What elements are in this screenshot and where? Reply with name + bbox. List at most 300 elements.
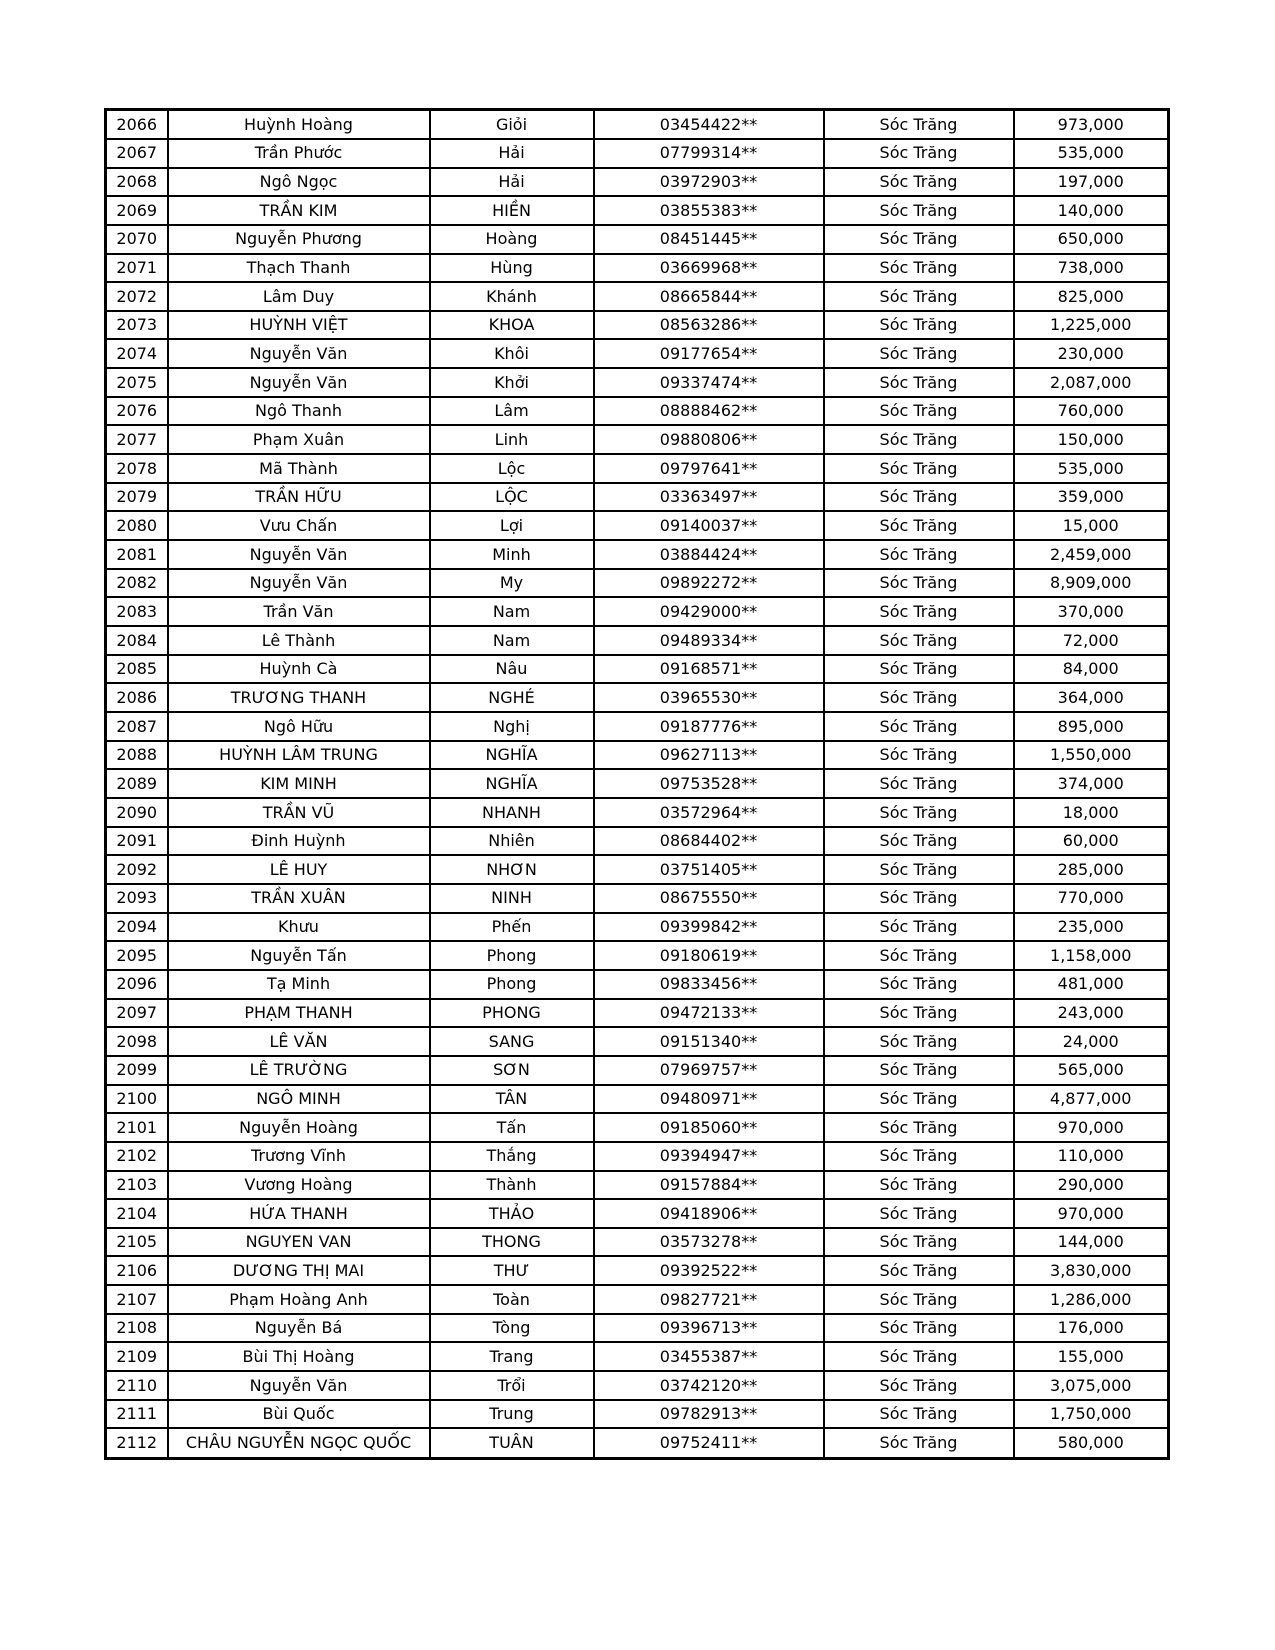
cell-id: 2107 (106, 1285, 168, 1314)
cell-amount: 973,000 (1014, 110, 1169, 139)
cell-family-name: Huỳnh Cà (168, 655, 430, 684)
table-row (106, 827, 1169, 856)
cell-family-name: Khưu (168, 913, 430, 942)
cell-id: 2070 (106, 225, 168, 254)
cell-phone: 09880806** (594, 425, 824, 454)
table-row (106, 626, 1169, 655)
table-row (106, 339, 1169, 368)
cell-family-name: Mã Thành (168, 454, 430, 483)
cell-family-name: Nguyễn Văn (168, 540, 430, 569)
cell-province: Sóc Trăng (824, 655, 1014, 684)
table-row (106, 597, 1169, 626)
cell-given-name: THƯ (430, 1256, 594, 1285)
cell-family-name: HỨA THANH (168, 1199, 430, 1228)
cell-given-name: Khôi (430, 339, 594, 368)
cell-given-name: NHƠN (430, 855, 594, 884)
table-row (106, 168, 1169, 197)
cell-id: 2094 (106, 913, 168, 942)
cell-given-name: Tòng (430, 1314, 594, 1343)
cell-id: 2089 (106, 769, 168, 798)
cell-given-name: Thắng (430, 1142, 594, 1171)
cell-phone: 09185060** (594, 1113, 824, 1142)
table-row (106, 683, 1169, 712)
cell-family-name: Lê Thành (168, 626, 430, 655)
cell-province: Sóc Trăng (824, 368, 1014, 397)
cell-given-name: TÂN (430, 1085, 594, 1114)
table-row (106, 368, 1169, 397)
cell-family-name: Vương Hoàng (168, 1171, 430, 1200)
cell-family-name: TRƯƠNG THANH (168, 683, 430, 712)
cell-province: Sóc Trăng (824, 110, 1014, 139)
cell-given-name: Trang (430, 1342, 594, 1371)
table-row (106, 254, 1169, 283)
cell-amount: 243,000 (1014, 999, 1169, 1028)
cell-given-name: HIỀN (430, 196, 594, 225)
table-row (106, 282, 1169, 311)
cell-province: Sóc Trăng (824, 139, 1014, 168)
cell-phone: 09168571** (594, 655, 824, 684)
cell-amount: 650,000 (1014, 225, 1169, 254)
cell-amount: 235,000 (1014, 913, 1169, 942)
cell-phone: 09180619** (594, 941, 824, 970)
cell-amount: 565,000 (1014, 1056, 1169, 1085)
cell-phone: 09753528** (594, 769, 824, 798)
cell-phone: 03572964** (594, 798, 824, 827)
cell-id: 2075 (106, 368, 168, 397)
cell-id: 2090 (106, 798, 168, 827)
cell-phone: 08888462** (594, 397, 824, 426)
cell-province: Sóc Trăng (824, 1256, 1014, 1285)
cell-id: 2085 (106, 655, 168, 684)
cell-family-name: Huỳnh Hoàng (168, 110, 430, 139)
cell-province: Sóc Trăng (824, 1027, 1014, 1056)
cell-id: 2096 (106, 970, 168, 999)
cell-family-name: Bùi Thị Hoàng (168, 1342, 430, 1371)
cell-province: Sóc Trăng (824, 884, 1014, 913)
cell-amount: 24,000 (1014, 1027, 1169, 1056)
cell-id: 2080 (106, 511, 168, 540)
cell-id: 2078 (106, 454, 168, 483)
cell-amount: 1,225,000 (1014, 311, 1169, 340)
cell-family-name: DƯƠNG THỊ MAI (168, 1256, 430, 1285)
cell-id: 2099 (106, 1056, 168, 1085)
cell-id: 2083 (106, 597, 168, 626)
cell-phone: 09418906** (594, 1199, 824, 1228)
cell-amount: 1,550,000 (1014, 741, 1169, 770)
cell-id: 2086 (106, 683, 168, 712)
cell-id: 2104 (106, 1199, 168, 1228)
cell-province: Sóc Trăng (824, 1371, 1014, 1400)
table-row (106, 712, 1169, 741)
cell-amount: 285,000 (1014, 855, 1169, 884)
cell-given-name: My (430, 569, 594, 598)
cell-phone: 08665844** (594, 282, 824, 311)
cell-province: Sóc Trăng (824, 999, 1014, 1028)
cell-province: Sóc Trăng (824, 1199, 1014, 1228)
table-row (106, 196, 1169, 225)
cell-amount: 155,000 (1014, 1342, 1169, 1371)
cell-province: Sóc Trăng (824, 196, 1014, 225)
cell-id: 2095 (106, 941, 168, 970)
cell-given-name: Phong (430, 970, 594, 999)
table-row (106, 1113, 1169, 1142)
cell-given-name: Giỏi (430, 110, 594, 139)
cell-amount: 760,000 (1014, 397, 1169, 426)
cell-given-name: KHOA (430, 311, 594, 340)
cell-id: 2074 (106, 339, 168, 368)
cell-given-name: Tấn (430, 1113, 594, 1142)
cell-id: 2067 (106, 139, 168, 168)
cell-province: Sóc Trăng (824, 339, 1014, 368)
cell-province: Sóc Trăng (824, 569, 1014, 598)
cell-province: Sóc Trăng (824, 827, 1014, 856)
cell-province: Sóc Trăng (824, 397, 1014, 426)
cell-phone: 09827721** (594, 1285, 824, 1314)
cell-given-name: THẢO (430, 1199, 594, 1228)
cell-given-name: Nghị (430, 712, 594, 741)
cell-id: 2103 (106, 1171, 168, 1200)
cell-id: 2081 (106, 540, 168, 569)
table-row (106, 1142, 1169, 1171)
cell-phone: 03454422** (594, 110, 824, 139)
table-row (106, 225, 1169, 254)
cell-phone: 07799314** (594, 139, 824, 168)
cell-province: Sóc Trăng (824, 1171, 1014, 1200)
cell-family-name: Tạ Minh (168, 970, 430, 999)
cell-family-name: Nguyễn Bá (168, 1314, 430, 1343)
cell-phone: 03884424** (594, 540, 824, 569)
cell-amount: 970,000 (1014, 1199, 1169, 1228)
cell-amount: 580,000 (1014, 1428, 1169, 1458)
cell-given-name: Lộc (430, 454, 594, 483)
cell-family-name: TRẦN HỮU (168, 483, 430, 512)
cell-family-name: HUỲNH VIỆT (168, 311, 430, 340)
cell-phone: 08451445** (594, 225, 824, 254)
cell-family-name: TRẦN XUÂN (168, 884, 430, 913)
table-row (106, 884, 1169, 913)
cell-family-name: LÊ TRƯỜNG (168, 1056, 430, 1085)
cell-province: Sóc Trăng (824, 1085, 1014, 1114)
cell-family-name: TRẦN VŨ (168, 798, 430, 827)
cell-amount: 535,000 (1014, 454, 1169, 483)
cell-amount: 364,000 (1014, 683, 1169, 712)
cell-family-name: TRẦN KIM (168, 196, 430, 225)
cell-province: Sóc Trăng (824, 597, 1014, 626)
cell-amount: 110,000 (1014, 1142, 1169, 1171)
cell-province: Sóc Trăng (824, 311, 1014, 340)
cell-province: Sóc Trăng (824, 1342, 1014, 1371)
cell-phone: 09157884** (594, 1171, 824, 1200)
cell-amount: 1,750,000 (1014, 1400, 1169, 1429)
cell-province: Sóc Trăng (824, 168, 1014, 197)
cell-given-name: Phến (430, 913, 594, 942)
cell-family-name: Nguyễn Hoàng (168, 1113, 430, 1142)
cell-phone: 03742120** (594, 1371, 824, 1400)
cell-id: 2091 (106, 827, 168, 856)
cell-given-name: Lợi (430, 511, 594, 540)
cell-given-name: Lâm (430, 397, 594, 426)
cell-amount: 825,000 (1014, 282, 1169, 311)
cell-province: Sóc Trăng (824, 282, 1014, 311)
cell-province: Sóc Trăng (824, 254, 1014, 283)
cell-given-name: NGHÉ (430, 683, 594, 712)
cell-id: 2101 (106, 1113, 168, 1142)
cell-family-name: Nguyễn Phương (168, 225, 430, 254)
cell-phone: 03855383** (594, 196, 824, 225)
cell-phone: 09177654** (594, 339, 824, 368)
table-row (106, 454, 1169, 483)
cell-given-name: NHANH (430, 798, 594, 827)
cell-amount: 2,459,000 (1014, 540, 1169, 569)
cell-phone: 03751405** (594, 855, 824, 884)
cell-phone: 09337474** (594, 368, 824, 397)
cell-family-name: NGÔ MINH (168, 1085, 430, 1114)
cell-given-name: Toàn (430, 1285, 594, 1314)
cell-province: Sóc Trăng (824, 540, 1014, 569)
cell-phone: 09396713** (594, 1314, 824, 1343)
cell-family-name: Nguyễn Tấn (168, 941, 430, 970)
cell-phone: 03455387** (594, 1342, 824, 1371)
cell-phone: 09140037** (594, 511, 824, 540)
cell-id: 2093 (106, 884, 168, 913)
table-row (106, 540, 1169, 569)
cell-province: Sóc Trăng (824, 941, 1014, 970)
cell-amount: 370,000 (1014, 597, 1169, 626)
cell-amount: 3,830,000 (1014, 1256, 1169, 1285)
table-row (106, 569, 1169, 598)
cell-family-name: Phạm Xuân (168, 425, 430, 454)
cell-id: 2087 (106, 712, 168, 741)
cell-family-name: Ngô Thanh (168, 397, 430, 426)
cell-id: 2106 (106, 1256, 168, 1285)
table-row (106, 798, 1169, 827)
cell-amount: 140,000 (1014, 196, 1169, 225)
cell-phone: 07969757** (594, 1056, 824, 1085)
table-row (106, 1285, 1169, 1314)
cell-id: 2072 (106, 282, 168, 311)
cell-amount: 738,000 (1014, 254, 1169, 283)
table-row (106, 941, 1169, 970)
table-row (106, 913, 1169, 942)
cell-family-name: Đinh Huỳnh (168, 827, 430, 856)
cell-province: Sóc Trăng (824, 855, 1014, 884)
cell-family-name: Trần Phước (168, 139, 430, 168)
cell-family-name: Phạm Hoàng Anh (168, 1285, 430, 1314)
cell-family-name: Trần Văn (168, 597, 430, 626)
table-row (106, 1199, 1169, 1228)
cell-id: 2111 (106, 1400, 168, 1429)
cell-province: Sóc Trăng (824, 1428, 1014, 1458)
cell-phone: 09752411** (594, 1428, 824, 1458)
cell-province: Sóc Trăng (824, 712, 1014, 741)
cell-family-name: Nguyễn Văn (168, 569, 430, 598)
cell-amount: 770,000 (1014, 884, 1169, 913)
cell-given-name: SANG (430, 1027, 594, 1056)
cell-province: Sóc Trăng (824, 1142, 1014, 1171)
table-row (106, 397, 1169, 426)
cell-id: 2066 (106, 110, 168, 139)
cell-phone: 03972903** (594, 168, 824, 197)
cell-province: Sóc Trăng (824, 769, 1014, 798)
cell-province: Sóc Trăng (824, 683, 1014, 712)
cell-id: 2108 (106, 1314, 168, 1343)
cell-id: 2071 (106, 254, 168, 283)
cell-family-name: Ngô Hữu (168, 712, 430, 741)
cell-family-name: Thạch Thanh (168, 254, 430, 283)
cell-amount: 4,877,000 (1014, 1085, 1169, 1114)
cell-amount: 970,000 (1014, 1113, 1169, 1142)
cell-given-name: Nam (430, 597, 594, 626)
table-row (106, 1342, 1169, 1371)
cell-phone: 03573278** (594, 1228, 824, 1257)
table-row (106, 1371, 1169, 1400)
cell-given-name: NGHĨA (430, 769, 594, 798)
cell-id: 2112 (106, 1428, 168, 1458)
cell-given-name: PHONG (430, 999, 594, 1028)
table-row (106, 425, 1169, 454)
cell-family-name: Nguyễn Văn (168, 339, 430, 368)
cell-family-name: Nguyễn Văn (168, 1371, 430, 1400)
table-row (106, 970, 1169, 999)
cell-province: Sóc Trăng (824, 1056, 1014, 1085)
cell-given-name: LỘC (430, 483, 594, 512)
recipient-table-body (106, 110, 1169, 1459)
table-row (106, 139, 1169, 168)
cell-given-name: Minh (430, 540, 594, 569)
cell-phone: 09782913** (594, 1400, 824, 1429)
cell-phone: 09394947** (594, 1142, 824, 1171)
cell-amount: 144,000 (1014, 1228, 1169, 1257)
cell-id: 2109 (106, 1342, 168, 1371)
cell-given-name: Nam (430, 626, 594, 655)
cell-family-name: LÊ VĂN (168, 1027, 430, 1056)
cell-phone: 09627113** (594, 741, 824, 770)
table-row (106, 1228, 1169, 1257)
cell-id: 2092 (106, 855, 168, 884)
cell-given-name: NGHĨA (430, 741, 594, 770)
table-row (106, 1428, 1169, 1458)
cell-given-name: Nhiên (430, 827, 594, 856)
cell-phone: 09392522** (594, 1256, 824, 1285)
cell-family-name: NGUYEN VAN (168, 1228, 430, 1257)
cell-family-name: KIM MINH (168, 769, 430, 798)
cell-phone: 09489334** (594, 626, 824, 655)
cell-id: 2105 (106, 1228, 168, 1257)
table-row (106, 769, 1169, 798)
cell-amount: 290,000 (1014, 1171, 1169, 1200)
table-row (106, 1256, 1169, 1285)
table-row (106, 1400, 1169, 1429)
cell-province: Sóc Trăng (824, 511, 1014, 540)
cell-id: 2082 (106, 569, 168, 598)
cell-amount: 60,000 (1014, 827, 1169, 856)
cell-phone: 03669968** (594, 254, 824, 283)
cell-id: 2077 (106, 425, 168, 454)
table-row (106, 1027, 1169, 1056)
cell-amount: 230,000 (1014, 339, 1169, 368)
cell-amount: 8,909,000 (1014, 569, 1169, 598)
cell-given-name: Nâu (430, 655, 594, 684)
cell-province: Sóc Trăng (824, 913, 1014, 942)
cell-amount: 535,000 (1014, 139, 1169, 168)
cell-amount: 197,000 (1014, 168, 1169, 197)
recipient-table (104, 108, 1170, 1460)
cell-phone: 03363497** (594, 483, 824, 512)
cell-id: 2098 (106, 1027, 168, 1056)
cell-province: Sóc Trăng (824, 741, 1014, 770)
cell-amount: 481,000 (1014, 970, 1169, 999)
cell-family-name: Bùi Quốc (168, 1400, 430, 1429)
cell-province: Sóc Trăng (824, 1314, 1014, 1343)
table-row (106, 655, 1169, 684)
cell-given-name: Hải (430, 139, 594, 168)
cell-phone: 08684402** (594, 827, 824, 856)
cell-amount: 84,000 (1014, 655, 1169, 684)
cell-province: Sóc Trăng (824, 425, 1014, 454)
cell-id: 2088 (106, 741, 168, 770)
cell-id: 2076 (106, 397, 168, 426)
cell-province: Sóc Trăng (824, 798, 1014, 827)
cell-province: Sóc Trăng (824, 1285, 1014, 1314)
cell-amount: 176,000 (1014, 1314, 1169, 1343)
cell-family-name: HUỲNH LÂM TRUNG (168, 741, 430, 770)
cell-family-name: Nguyễn Văn (168, 368, 430, 397)
cell-given-name: Trổi (430, 1371, 594, 1400)
cell-phone: 09151340** (594, 1027, 824, 1056)
table-row (106, 511, 1169, 540)
cell-given-name: SƠN (430, 1056, 594, 1085)
cell-given-name: Khánh (430, 282, 594, 311)
cell-amount: 72,000 (1014, 626, 1169, 655)
table-row (106, 1085, 1169, 1114)
cell-id: 2100 (106, 1085, 168, 1114)
cell-phone: 09472133** (594, 999, 824, 1028)
cell-id: 2069 (106, 196, 168, 225)
cell-phone: 09833456** (594, 970, 824, 999)
cell-amount: 150,000 (1014, 425, 1169, 454)
cell-province: Sóc Trăng (824, 454, 1014, 483)
cell-id: 2068 (106, 168, 168, 197)
cell-family-name: Trương Vĩnh (168, 1142, 430, 1171)
cell-id: 2073 (106, 311, 168, 340)
table-row (106, 311, 1169, 340)
cell-amount: 895,000 (1014, 712, 1169, 741)
cell-amount: 2,087,000 (1014, 368, 1169, 397)
cell-id: 2110 (106, 1371, 168, 1400)
cell-given-name: Phong (430, 941, 594, 970)
cell-phone: 08563286** (594, 311, 824, 340)
table-row (106, 1314, 1169, 1343)
cell-id: 2084 (106, 626, 168, 655)
cell-province: Sóc Trăng (824, 626, 1014, 655)
cell-amount: 15,000 (1014, 511, 1169, 540)
cell-given-name: Linh (430, 425, 594, 454)
cell-id: 2079 (106, 483, 168, 512)
table-row (106, 999, 1169, 1028)
cell-given-name: TUÂN (430, 1428, 594, 1458)
cell-given-name: Thành (430, 1171, 594, 1200)
cell-phone: 09480971** (594, 1085, 824, 1114)
table-row (106, 483, 1169, 512)
cell-phone: 09429000** (594, 597, 824, 626)
cell-province: Sóc Trăng (824, 225, 1014, 254)
cell-phone: 03965530** (594, 683, 824, 712)
cell-family-name: Ngô Ngọc (168, 168, 430, 197)
table-row (106, 110, 1169, 139)
cell-family-name: Vưu Chấn (168, 511, 430, 540)
cell-given-name: THONG (430, 1228, 594, 1257)
cell-phone: 09399842** (594, 913, 824, 942)
